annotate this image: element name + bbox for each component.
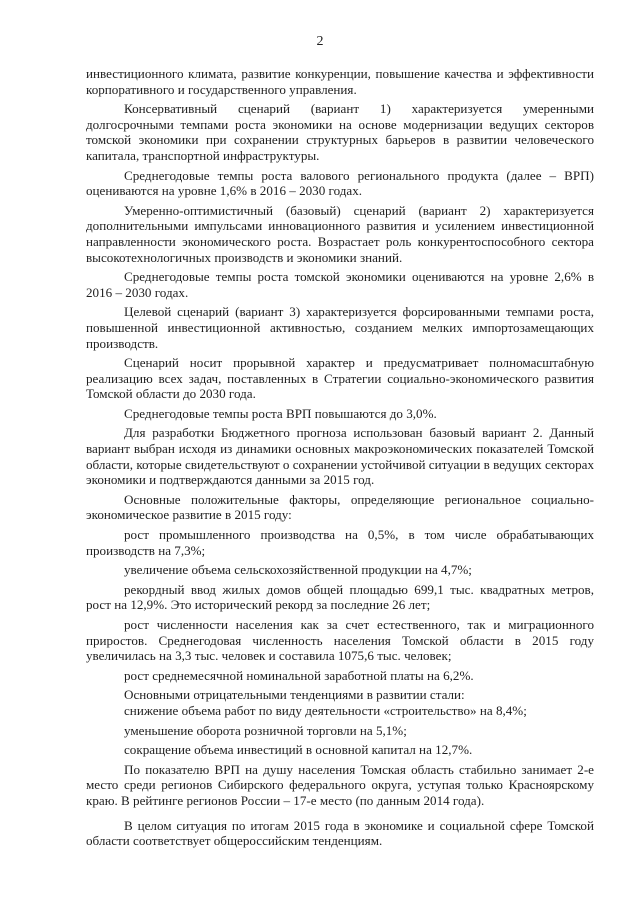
list-item-construction: снижение объема работ по виду деятельности «строительство» на 8,4%; bbox=[124, 702, 527, 718]
list-item-agriculture: увеличение объема сельскохозяйственной продукции на 4,7%; bbox=[124, 562, 472, 578]
paragraph-scenario-2-growth: Среднегодовые темпы роста томской экономики оцениваются на уровне 2,6% в 2016 – 2030 годах. bbox=[86, 269, 594, 300]
page-number: 2 bbox=[316, 34, 324, 49]
list-item-retail: уменьшение оборота розничной торговли на 5,1%; bbox=[124, 722, 407, 738]
list-item-investment: сокращение объема инвестиций в основной капитал на 12,7%. bbox=[124, 742, 473, 758]
paragraph-scenario-3-character: Сценарий носит прорывной характер и предусматривает полномасштабную реализацию всех задач, поставленных в Стратегии социально-экономического развития Томской области до 2030 года. bbox=[86, 355, 594, 402]
paragraph-scenario-3: Целевой сценарий (вариант 3) характеризуется форсированными темпами роста, повышенной инвестиционной активностью, созданием мелких импортозамещающих производств. bbox=[86, 304, 594, 351]
list-item-wages: рост среднемесячной номинальной заработной платы на 6,2%. bbox=[124, 667, 474, 683]
paragraph-scenario-1-growth: Среднегодовые темпы роста валового регионального продукта (далее – ВРП) оцениваются на уровне 1,6% в 2016 – 2030 годах. bbox=[86, 167, 594, 199]
paragraph-positive-factors: Основные положительные факторы, определяющие региональное социально-экономическое развитие в 2015 году: bbox=[86, 491, 594, 523]
paragraph-conclusion: В целом ситуация по итогам 2015 года в экономике и социальной сфере Томской области соответствует общероссийским тенденциям. bbox=[86, 817, 594, 849]
list-item-housing: рекордный ввод жилых домов общей площадью 699,1 тыс. квадратных метров, рост на 12,9%. Это исторический рекорд за последние 26 лет; bbox=[86, 581, 594, 613]
paragraph-continuation: инвестиционного климата, развитие конкуренции, повышение качества и эффективности корпоративного и государственного управления. bbox=[86, 66, 594, 97]
paragraph-scenario-1: Консервативный сценарий (вариант 1) характеризуется умеренными долгосрочными темпами роста экономики на основе модернизации ведущих секторов томской экономики при сохранении структурных барьеров в развитии человеческого капитала, транспортной инфраструктуры. bbox=[86, 101, 594, 163]
paragraph-negative-trends: Основными отрицательными тенденциями в развитии стали: bbox=[124, 687, 465, 703]
list-item-population: рост численности населения как за счет естественного, так и миграционного приростов. Среднегодовая численность населения Томской области в 2015 году увеличилась на 3,3 тыс. человек и составила 1075,6 тыс. человек; bbox=[86, 617, 594, 664]
list-item-industry: рост промышленного производства на 0,5%, в том числе обрабатывающих производств на 7,3%; bbox=[86, 527, 594, 558]
paragraph-grp-ranking: По показателю ВРП на душу населения Томская область стабильно занимает 2-е место среди регионов Сибирского федерального округа, уступая только Красноярскому краю. В рейтинге регионов России – 17-е место (по данным 2014 года). bbox=[86, 761, 594, 808]
paragraph-scenario-2: Умеренно-оптимистичный (базовый) сценарий (вариант 2) характеризуется дополнительными импульсами инновационного развития и усилением инвестиционной направленности экономического роста. Возрастает роль конкурентоспособного сектора высокотехнологичных производств и экономики знаний. bbox=[86, 202, 594, 265]
paragraph-scenario-3-growth: Среднегодовые темпы роста ВРП повышаются до 3,0%. bbox=[124, 405, 437, 421]
document-body bbox=[86, 66, 594, 849]
paragraph-base-variant: Для разработки Бюджетного прогноза использован базовый вариант 2. Данный вариант выбран исходя из динамики основных макроэкономических показателей Томской области, которые свидетельствуют о сохранении устойчивой ситуации в ведущих секторах экономики и подтверждаются данными за 2015 год. bbox=[86, 425, 594, 488]
